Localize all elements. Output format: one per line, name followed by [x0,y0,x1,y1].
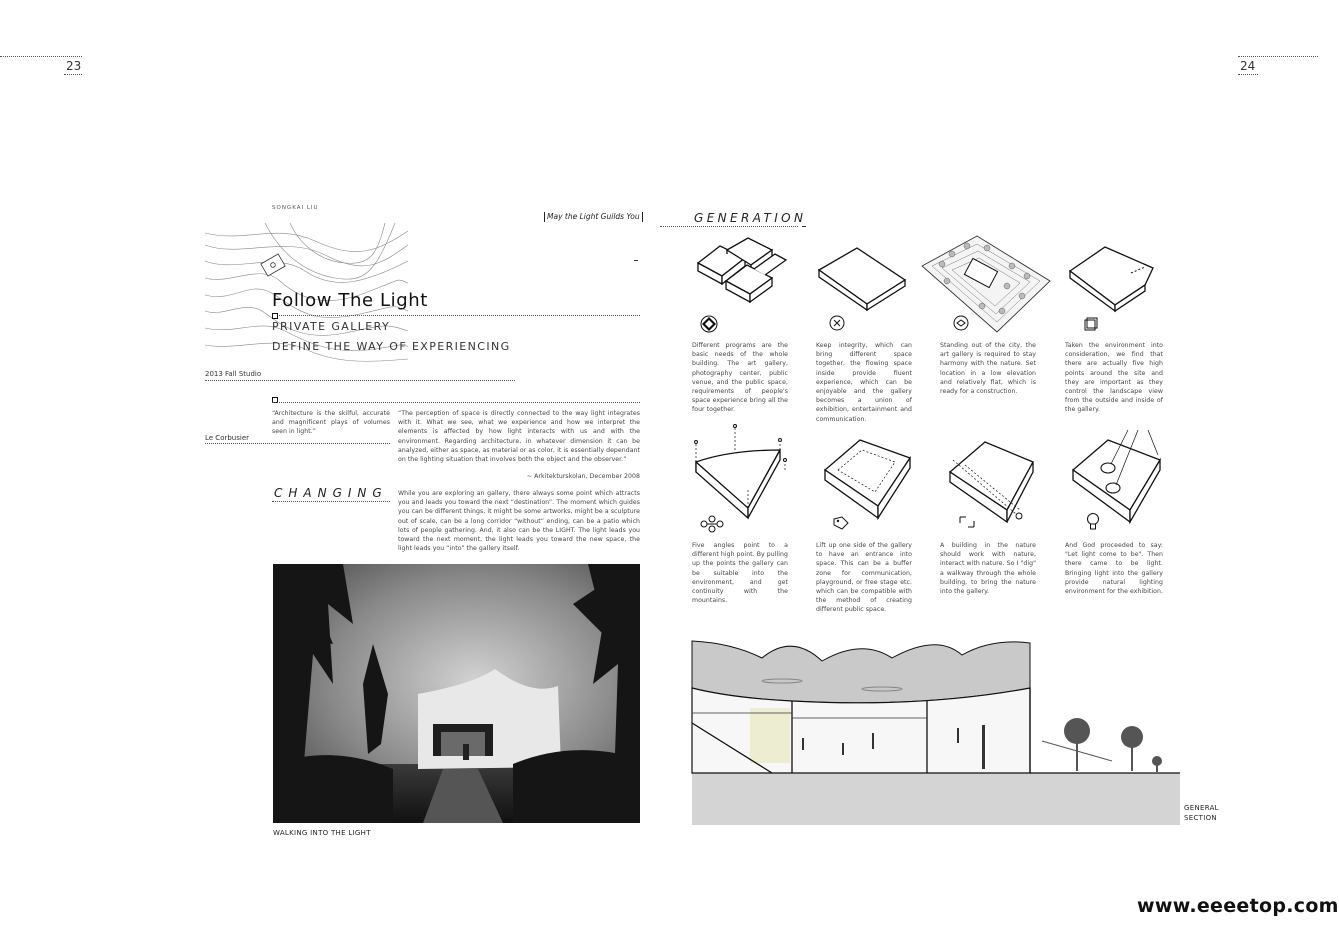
photo-caption: WALKING INTO THE LIGHT [273,829,371,837]
quote-author: Le Corbusier [205,434,250,442]
generation-rule [660,226,798,227]
diagram-lifted-side [820,440,915,520]
generation-tick [802,226,806,227]
quote-author-rule [205,443,390,444]
section-label-general: GENERAL [1184,804,1219,812]
studio-rule [205,380,515,381]
step-3-text: Standing out of the city, the art gallery is required to stay harmony with the nature. Set location in a low elevation and relatively flat, which is ready for a construction. [940,342,1036,396]
diagram-skylights [1068,430,1168,530]
path-icon [958,515,976,529]
left-page-number-rule [64,74,82,75]
quote-source: ~ Arkitekturskolan, December 2008 [526,473,640,480]
general-section-drawing [692,633,1180,825]
project-title: Follow The Light [272,290,428,311]
diagram-view-points [1065,243,1165,313]
diagram-integrity [815,245,910,310]
author: SONGKAI LIU [272,205,319,211]
integrity-icon [829,315,845,331]
step-7-text: A building in the nature should work with nature, interact with nature. So I "dig" a walkway through the whole building, to bring the nature into the gallery. [940,542,1036,596]
title-rule [272,315,640,316]
right-page-number: 24 [1240,59,1256,73]
program-icon [700,315,718,333]
title-bullet [272,313,278,319]
bulb-icon [1086,512,1100,532]
tag-icon [832,515,850,531]
diagram-programs [690,238,790,320]
left-header-rule [0,56,82,57]
nodes-icon [700,515,724,533]
generation-heading: GENERATION [694,211,807,225]
left-page-number: 23 [66,59,82,73]
tagline-text: May the Light Guilds You [547,212,640,221]
changing-rule [272,501,390,502]
step-5-text: Five angles point to a different high point. By pulling up the points the gallery can be suitable into the environment, and get continuity with the mountains. [692,542,788,605]
view-icon [1084,317,1098,331]
right-header-rule [1238,56,1318,57]
diagram-site-terrain [922,236,1050,332]
quote-corbusier: “Architecture is the skilful, accurate and magnificent plays of volumes seen in light.” [272,410,390,436]
studio-label: 2013 Fall Studio [205,370,262,378]
step-6-text: Lift up one side of the gallery to have an entrance into space. This can be a buffer zone for communication, playground, or free stage etc. which can be compatible with the method of creating different public space. [816,542,912,614]
watermark: www.eeeetop.com [1137,895,1339,917]
changing-text: While you are exploring an gallery, there always some point which attracts you and leads you toward the next “destination”. The moment which guides you can be different things, it might be some artworks, might be a sculpture out of scale, can be a long corridor “without” ending, can be a patio which lots of people gathering. And, it also can be the LIGHT. The light leads you toward the next moment, the light leads you toward the new space, the light leads you “into” the gallery itself. [398,490,640,553]
night-rendering-photo [273,564,640,823]
right-page-number-rule [1238,74,1258,75]
section-label-section: SECTION [1184,814,1217,822]
step-2-text: Keep integrity, which can bring different space together, the flowing space inside provide fluent experience, which can be enjoyable and the gallery becomes a union of exhibition, entertainment and communication. [816,342,912,423]
quote-perception: “The perception of space is directly connected to the way light integrates with it. What we see, what we experience and how we interpret the elements is affected by how light interacts with us and with the environment. Regarding architecture, in whatever dimension it can be analyzed, either as space, as material or as color, it is essentially dependant on the lighting situation that involves both the object and the observer.” [398,410,640,464]
subtitle-experiencing: DEFINE THE WAY OF EXPERIENCING [272,340,511,353]
diagram-pulled-points [690,420,798,528]
step-1-text: Different programs are the basic needs of the whole building. The art gallery, photography center, public venue, and the public space, requirements of people's space experience bring all the four together. [692,342,788,414]
site-icon [953,315,969,331]
changing-heading: CHANGING [274,486,388,500]
title-marker [634,260,638,261]
step-4-text: Taken the environment into consideration, we find that there are actually five high points around the site and they are important as they control the landscape view from the outside and inside of the gallery. [1065,342,1163,414]
quote-rule [272,402,640,403]
subtitle-private-gallery: PRIVATE GALLERY [272,320,391,333]
tagline [544,212,643,222]
diagram-walkway [945,440,1040,525]
step-8-text: And God proceeded to say: "Let light come to be". Then there came to be light. Bringing light into the gallery provide natural lighting environment for the exhibition. [1065,542,1163,596]
